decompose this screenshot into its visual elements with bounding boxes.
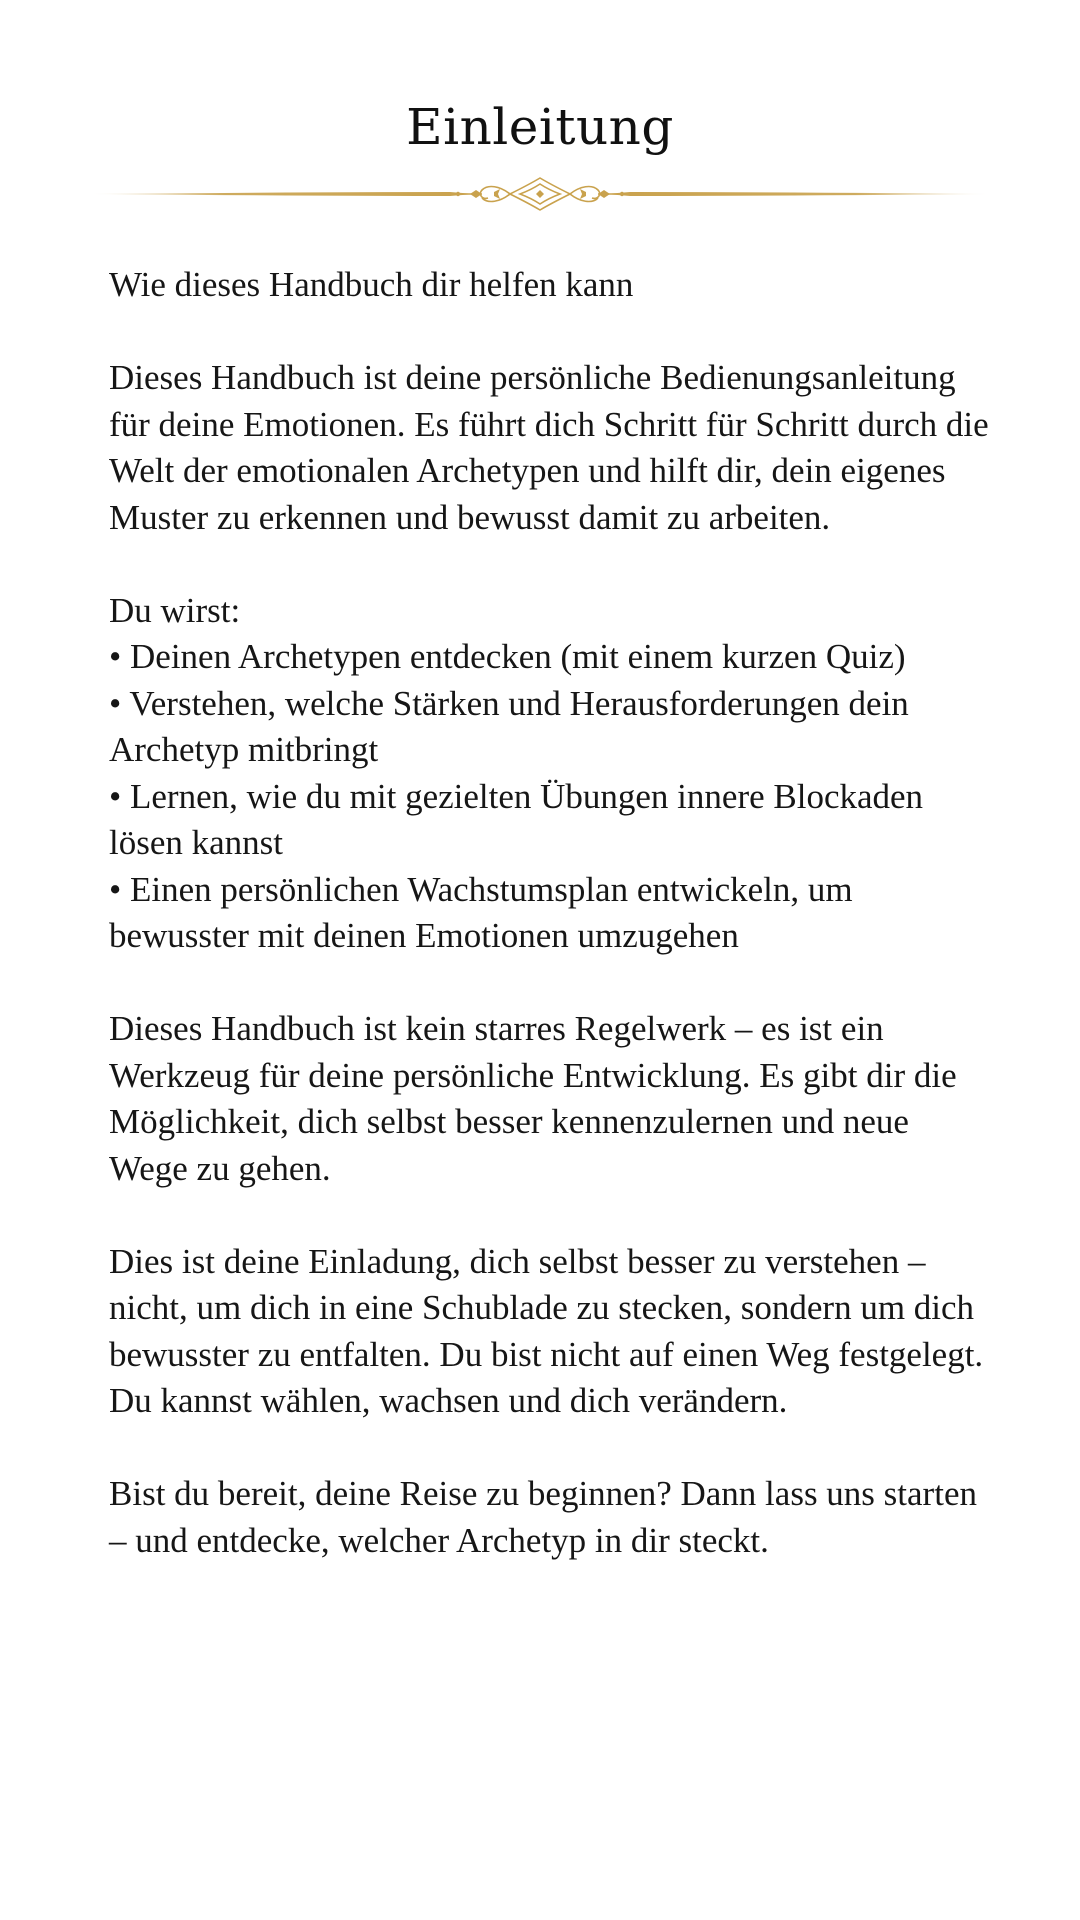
list-item: • Deinen Archetypen entdecken (mit einem kurzen Quiz) — [109, 637, 906, 676]
paragraph-toolkit: Dieses Handbuch ist kein starres Regelwerk – es ist ein Werkzeug für deine persönliche Entwicklung. Es gibt dir die Möglichkeit, dich selbst besser kennenzulernen und neue Wege zu gehen. — [109, 1009, 957, 1188]
list-item: • Einen persönlichen Wachstumsplan entwickeln, um bewusster mit deinen Emotionen umzugehen — [109, 869, 853, 955]
list-intro: Du wirst: — [109, 590, 241, 630]
section-subtitle: Wie dieses Handbuch dir helfen kann — [109, 265, 634, 304]
body-text — [109, 262, 989, 1564]
paragraph-closing: Bist du bereit, deine Reise zu beginnen? Dann lass uns starten – und entdecke, welcher Archetyp in dir steckt. — [109, 1474, 977, 1560]
paragraph-intro: Dieses Handbuch ist deine persönliche Bedienungsanleitung für deine Emotionen. Es führt dich Schritt für Schritt durch die Welt der emotionalen Archetypen und hilft dir, dein eigenes Muster zu erkennen und bewusst damit zu arbeiten. — [109, 358, 989, 537]
ornamental-divider-icon — [90, 170, 990, 218]
page-title: Einleitung — [406, 98, 674, 156]
list-item: • Lernen, wie du mit gezielten Übungen innere Blockaden lösen kannst — [109, 776, 924, 862]
list-item: • Verstehen, welche Stärken und Herausforderungen dein Archetyp mitbringt — [109, 683, 909, 769]
paragraph-invitation: Dies ist deine Einladung, dich selbst besser zu verstehen – nicht, um dich in eine Schublade zu stecken, sondern um dich bewusster zu entfalten. Du bist nicht auf einen Weg festgelegt. Du kannst wählen, wachsen und dich verändern. — [109, 1241, 984, 1420]
benefits-list — [109, 634, 989, 960]
